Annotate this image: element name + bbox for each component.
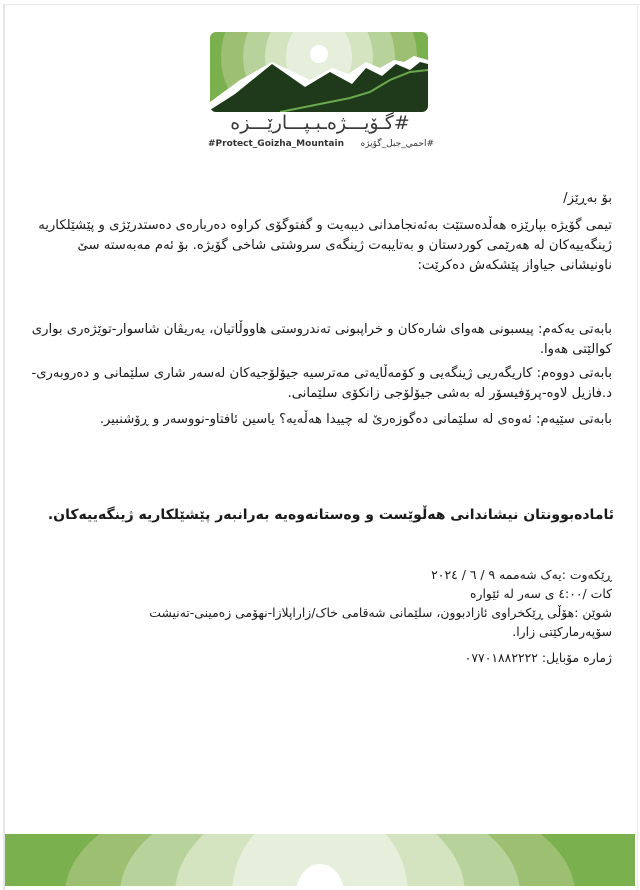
event-location: شوێن :هۆڵی ڕێکخراوی ئازادبوون، سلێمانی شەقامی خاک/زاراپلازا-نهۆمی زەمینی-تەنیشت سۆپەرمارکێتی زارا. (149, 605, 612, 639)
page-border-right (637, 4, 638, 890)
logo-hashtag-kurdish: #گـۆیـــژەـبـپـــارێـــزە (230, 112, 410, 134)
footer-decoration (5, 834, 635, 886)
letter-greeting: بۆ بەڕێز/ (563, 191, 612, 206)
event-time: کات /٤:٠٠ ی سەر لە ئێوارە (470, 586, 612, 601)
topic-2: بابەتی دووەم: کاریگەریی ژینگەیی و کۆمەڵایەتی مەترسیە جیۆلۆجیەکان لەسەر شاری سلێمانی و دەروبەری-د.فازیل لاوە-پرۆفیسۆر لە بەشی جیۆلۆجی زانکۆی سلێمانی. (31, 366, 612, 401)
mountain-logo-icon (210, 32, 428, 112)
letter-headline: ئامادەبوونتان نیشاندانی هەڵوێست و وەستانەوەیە بەرانبەر پێشێلکاریە ژینگەییەکان. (47, 507, 614, 523)
event-date: ڕێکەوت :یەک شەممە ٩ / ٦ / ٢٠٢٤ (431, 567, 612, 582)
logo-hashtag-arabic: #احمي_جبل_گۆیژە (360, 139, 434, 149)
logo-hashtag-english: #Protect_Goizha_Mountain (208, 139, 344, 149)
protect-goizha-logo (210, 32, 428, 112)
page-border-left (3, 4, 5, 890)
footer-sunburst-icon (5, 834, 635, 886)
event-phone: ژمارە مۆبایل: ٠٧٧٠١٨٨٢٢٢٢ (464, 650, 612, 665)
topic-3: بابەتی سێیەم: ئەوەی لە سلێمانی دەگوزەرێ لە چییدا هەڵەیە؟ یاسین ئافتاو-نووسەر و ڕۆشنبیر. (99, 412, 612, 427)
topic-1: بابەتی یەکەم: پیسبونی هەوای شارەکان و خراپبونی تەندروستی هاووڵاتیان، یەریڤان شاسوار-توێژەری بواری کوالێتی هەوا. (31, 322, 612, 357)
page-border-top (3, 4, 640, 5)
letter-intro: تیمی گۆیژە بپارێزە هەڵدەستێت بەئەنجامدانی دیبەیت و گفتوگۆی کراوە دەربارەی دەستدرێژی و پێشێلکاریە ژینگەییەکان لە هەرێمی کوردستان و بەتایبەت ژینگەی سروشتی شاخی گۆیژە. بۆ ئەم مەبەستە سێ ناونیشانی جیاواز پێشکەش دەکرێت: (38, 218, 612, 273)
event-details (120, 565, 612, 641)
logo-hashtags (208, 139, 434, 149)
